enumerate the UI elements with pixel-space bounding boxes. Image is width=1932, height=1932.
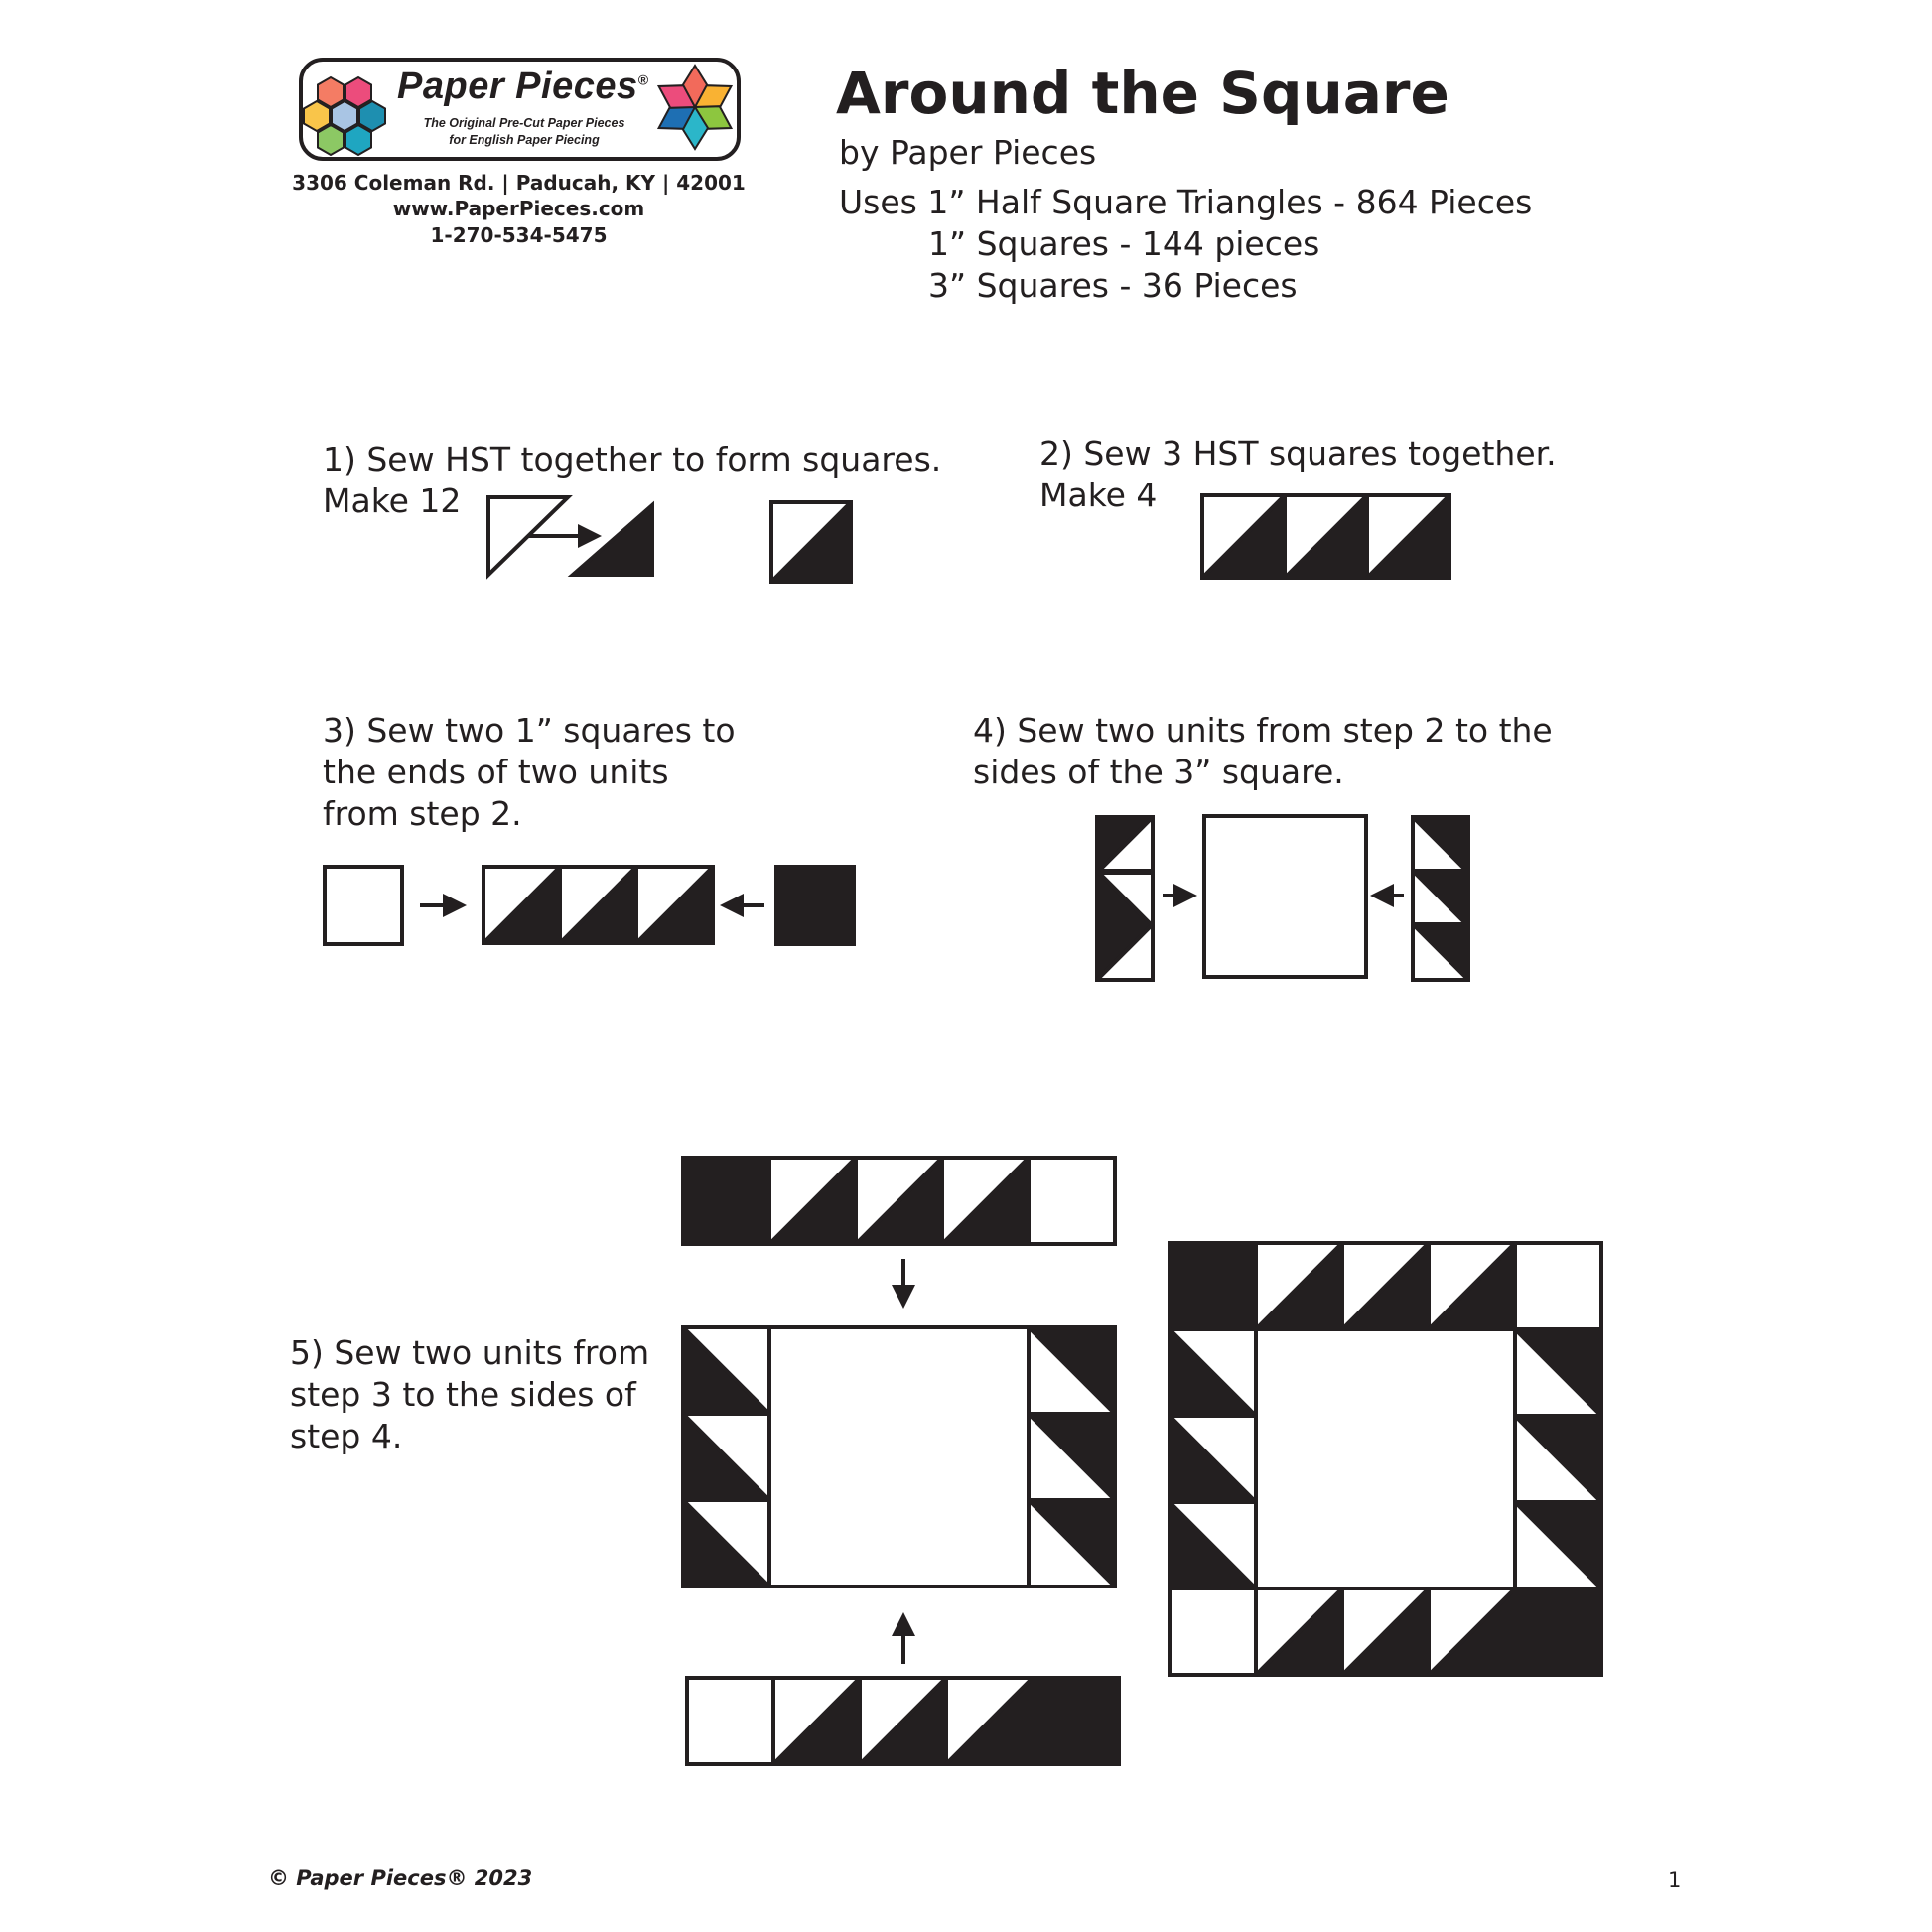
step5-line3: step 4. bbox=[290, 1417, 403, 1455]
tagline-line2: for English Paper Piecing bbox=[449, 133, 600, 147]
black-square bbox=[1170, 1243, 1256, 1329]
black-half-triangle bbox=[573, 505, 652, 575]
white-square bbox=[687, 1678, 773, 1764]
pattern-byline: by Paper Pieces bbox=[839, 133, 1097, 172]
step3-diagram bbox=[325, 867, 854, 944]
finished-block-diagram bbox=[1170, 1243, 1601, 1675]
uses-line2: 1” Squares - 144 pieces bbox=[928, 224, 1320, 263]
address-line: 3306 Coleman Rd. | Paducah, KY | 42001 bbox=[292, 171, 746, 195]
step4-diagram bbox=[1097, 816, 1468, 980]
white-square bbox=[769, 1327, 1029, 1587]
step5-line2: step 3 to the sides of bbox=[290, 1375, 636, 1414]
pattern-title: Around the Square bbox=[836, 60, 1449, 127]
hst-square bbox=[771, 502, 851, 582]
step1-line2: Make 12 bbox=[323, 482, 462, 520]
black-square bbox=[1033, 1678, 1119, 1764]
black-square bbox=[776, 867, 854, 944]
logo-title-text: Paper Pieces bbox=[397, 66, 638, 107]
step4-line2: sides of the 3” square. bbox=[973, 753, 1344, 791]
white-square bbox=[1029, 1158, 1115, 1244]
uses-line1: Uses 1” Half Square Triangles - 864 Pieces bbox=[839, 183, 1533, 221]
step2-line2: Make 4 bbox=[1039, 476, 1158, 514]
page-number: 1 bbox=[1668, 1868, 1682, 1892]
website-link[interactable]: www.PaperPieces.com bbox=[392, 197, 645, 220]
step2-line1: 2) Sew 3 HST squares together. bbox=[1039, 434, 1557, 473]
white-square bbox=[1204, 816, 1366, 977]
step3-line3: from step 2. bbox=[323, 794, 522, 833]
step2-diagram bbox=[1202, 495, 1449, 578]
step4-line1: 4) Sew two units from step 2 to the bbox=[973, 711, 1553, 750]
white-square bbox=[1515, 1243, 1601, 1329]
tagline-line1: The Original Pre-Cut Paper Pieces bbox=[423, 116, 625, 130]
black-square bbox=[1515, 1588, 1601, 1675]
copyright: © Paper Pieces® 2023 bbox=[268, 1866, 533, 1890]
white-square bbox=[325, 867, 402, 944]
phone-number: 1-270-534-5475 bbox=[430, 223, 608, 247]
step3-line1: 3) Sew two 1” squares to bbox=[323, 711, 736, 750]
black-square bbox=[683, 1158, 769, 1244]
step5-line1: 5) Sew two units from bbox=[290, 1333, 650, 1372]
step1-line1: 1) Sew HST together to form squares. bbox=[323, 440, 942, 479]
white-square bbox=[1256, 1329, 1515, 1588]
step5-diagram bbox=[683, 1158, 1119, 1764]
registered-mark: ® bbox=[637, 71, 649, 88]
step3-line2: the ends of two units bbox=[323, 753, 669, 791]
white-square bbox=[1170, 1588, 1256, 1675]
step1-diagram bbox=[488, 497, 851, 582]
uses-line3: 3” Squares - 36 Pieces bbox=[928, 266, 1298, 305]
